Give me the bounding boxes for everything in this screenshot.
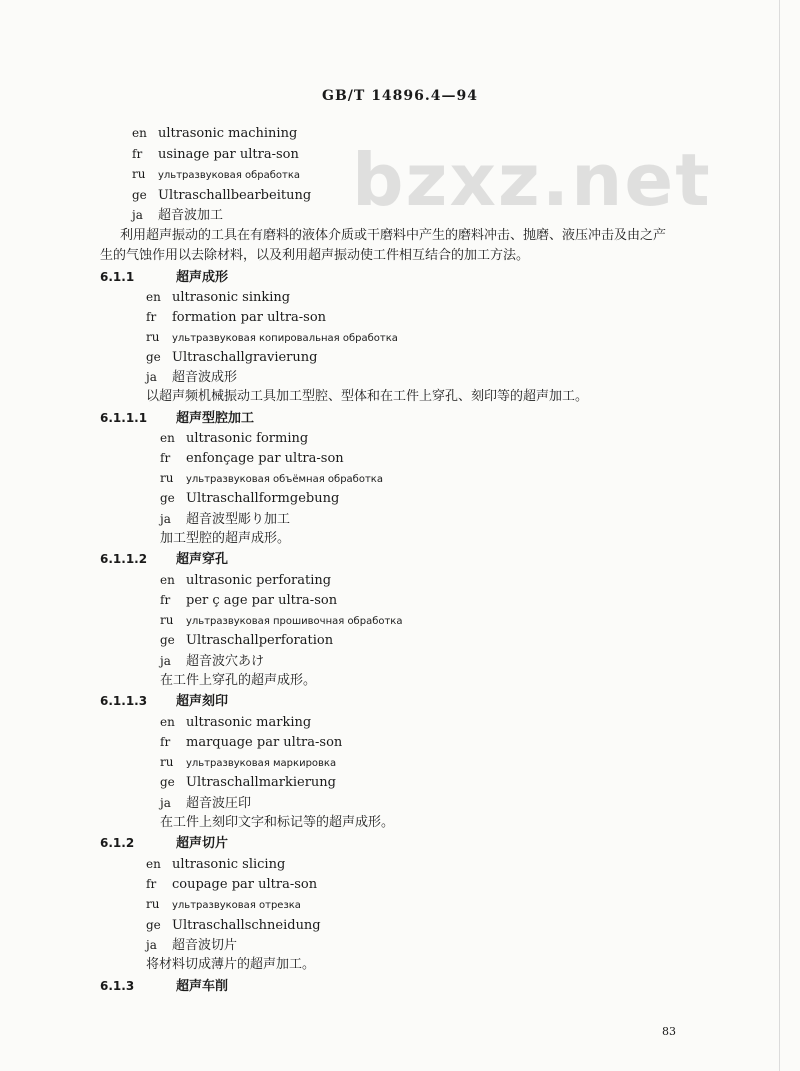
term-line-ru: ru ультразвуковая отрезка <box>146 897 301 911</box>
term-line-fr: fr coupage par ultra-son <box>146 877 318 892</box>
section-heading: 6.1.1 超声成形 <box>100 270 229 285</box>
section-heading: 6.1.1.2 超声穿孔 <box>100 552 229 567</box>
definition-text: 将材料切成薄片的超声加工。 <box>146 957 316 972</box>
term-line-en: en ultrasonic perforating <box>160 573 332 588</box>
definition-text: 在工件上刻印文字和标记等的超声成形。 <box>160 815 395 830</box>
term-line-fr: fr per ç age par ultra-son <box>160 593 338 608</box>
term-line-ge: ge Ultraschallformgebung <box>160 491 340 506</box>
term-line-fr: fr enfonçage par ultra-son <box>160 451 344 466</box>
term-line-fr: fr marquage par ultra-son <box>160 735 343 750</box>
term-line-ja: ja 超音波型彫り加工 <box>160 512 291 527</box>
document-header: GB/T 14896.4—94 <box>322 88 478 104</box>
term-line-ja: ja 超音波穴あけ <box>160 654 265 669</box>
term-line-en: en ultrasonic sinking <box>146 290 291 305</box>
term-line-en: en ultrasonic machining <box>132 126 298 141</box>
definition-text: 加工型腔的超声成形。 <box>160 531 291 546</box>
term-line-ge: ge Ultraschallschneidung <box>146 918 321 933</box>
term-line-ja: ja 超音波圧印 <box>160 796 252 811</box>
definition-text: 以超声频机械振动工具加工型腔、型体和在工件上穿孔、刻印等的超声加工。 <box>146 389 589 404</box>
term-line-ge: ge Ultraschallmarkierung <box>160 775 336 790</box>
term-line-ja: ja 超音波成形 <box>146 370 238 385</box>
term-line-ja: ja 超音波加工 <box>132 208 224 223</box>
term-line-ge: ge Ultraschallgravierung <box>146 350 318 365</box>
section-heading: 6.1.1.3 超声刻印 <box>100 694 229 709</box>
watermark: bzxz.net <box>352 138 712 222</box>
definition-text: 在工件上穿孔的超声成形。 <box>160 673 317 688</box>
term-line-ru: ru ультразвуковая объёмная обработка <box>160 471 383 485</box>
section-heading: 6.1.1.1 超声型腔加工 <box>100 411 255 426</box>
section-heading: 6.1.2 超声切片 <box>100 836 229 851</box>
term-line-ge: ge Ultraschallbearbeitung <box>132 188 312 203</box>
term-line-ru: ru ультразвуковая прошивочная обработка <box>160 613 403 627</box>
term-line-ru: ru ультразвуковая маркировка <box>160 755 337 769</box>
term-line-fr: fr usinage par ultra-son <box>132 147 299 162</box>
term-line-ru: ru ультразвуковая копировальная обработка <box>146 330 398 344</box>
term-line-en: en ultrasonic marking <box>160 715 312 730</box>
definition-text: 利用超声振动的工具在有磨料的液体介质或干磨料中产生的磨料冲击、抛磨、液压冲击及由之产 <box>120 228 667 243</box>
term-line-en: en ultrasonic slicing <box>146 857 286 872</box>
term-line-en: en ultrasonic forming <box>160 431 309 446</box>
term-line-ge: ge Ultraschallperforation <box>160 633 334 648</box>
definition-text: 生的气蚀作用以去除材料，以及利用超声振动使工件相互结合的加工方法。 <box>100 248 530 263</box>
term-line-ja: ja 超音波切片 <box>146 938 238 953</box>
term-line-ru: ru ультразвуковая обработка <box>132 167 301 181</box>
term-line-fr: fr formation par ultra-son <box>146 310 327 325</box>
section-heading: 6.1.3 超声车削 <box>100 979 229 994</box>
scan-edge-line <box>779 0 780 1071</box>
page-number: 83 <box>662 1025 676 1038</box>
